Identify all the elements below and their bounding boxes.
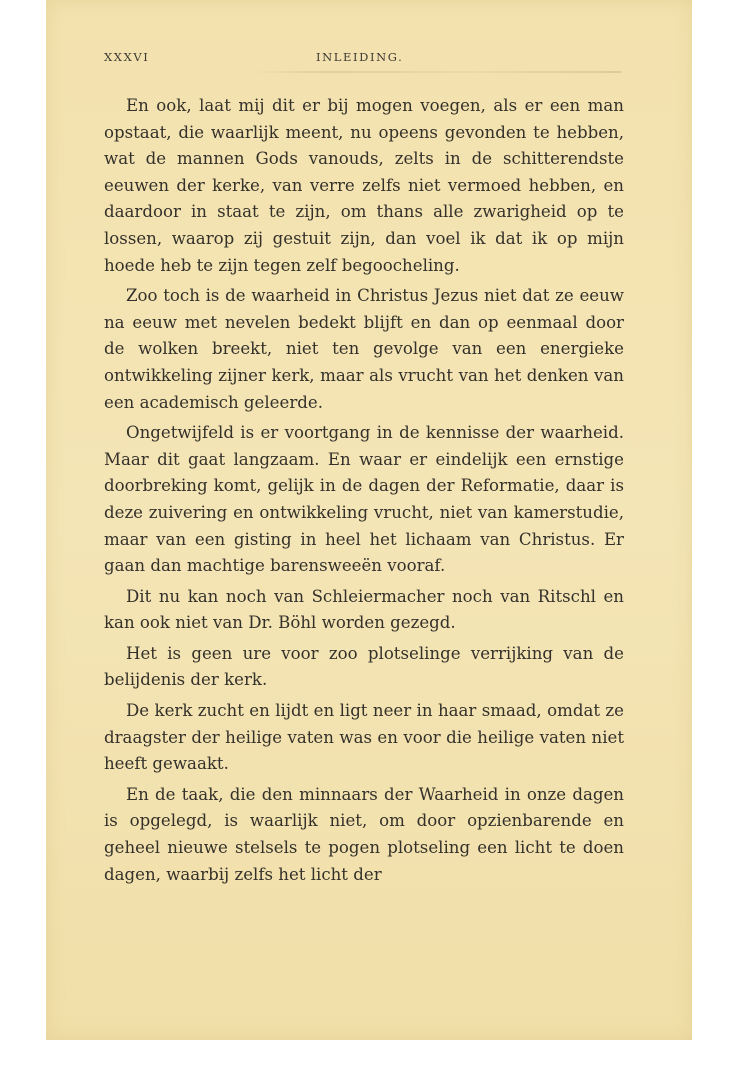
page-number: XXXVI [104, 50, 150, 64]
paragraph: De kerk zucht en lijdt en ligt neer in haar smaad, omdat ze draagster der heilige vaten was en voor die heilige vaten niet heeft gewaakt. [104, 701, 624, 774]
paragraph: En ook, laat mij dit er bij mogen voegen, als er een man opstaat, die waarlijk meent, nu opeens gevonden te hebben, wat de mannen Gods vanouds, zelts in de schitterendste eeuwen der kerke, van verre zelfs niet vermoed hebben, en daardoor in staat te zijn, om thans alle zwarigheid op te lossen, waarop zij gestuit zijn, dan voel ik dat ik op mijn hoede heb te zijn tegen zelf begoocheling. [104, 96, 624, 275]
section-title: INLEIDING. [316, 50, 404, 64]
paragraph: Dit nu kan noch van Schleiermacher noch van Ritschl en kan ook niet van Dr. Böhl worden gezegd. [104, 586, 624, 633]
running-header [104, 50, 624, 66]
paragraph: Zoo toch is de waarheid in Christus Jezus niet dat ze eeuw na eeuw met nevelen bedekt blijft en dan op eenmaal door de wolken breekt, niet ten gevolge van een energieke ontwikkeling zijner kerk, maar als vrucht van het denken van een academisch geleerde. [104, 286, 624, 412]
paragraph: Het is geen ure voor zoo plotselinge verrijking van de belijdenis der kerk. [104, 643, 624, 690]
paragraph: Ongetwijfeld is er voortgang in de kennisse der waarheid. Maar dit gaat langzaam. En waar er eindelijk een ernstige doorbreking komt, gelijk in de dagen der Reformatie, daar is deze zuivering en ontwikkeling vrucht, niet van kamerstudie, maar van een gisting in heel het lichaam van Christus. Er gaan dan machtige barensweeën vooraf. [104, 423, 624, 576]
header-rule [251, 71, 621, 73]
paragraph: En de taak, die den minnaars der Waarheid in onze dagen is opgelegd, is waarlijk niet, om door opzienbarende en geheel nieuwe stelsels te pogen plotseling een licht te doen dagen, waarbij zelfs het licht der [104, 784, 624, 884]
book-page [46, 0, 692, 1040]
body-text [104, 93, 624, 892]
